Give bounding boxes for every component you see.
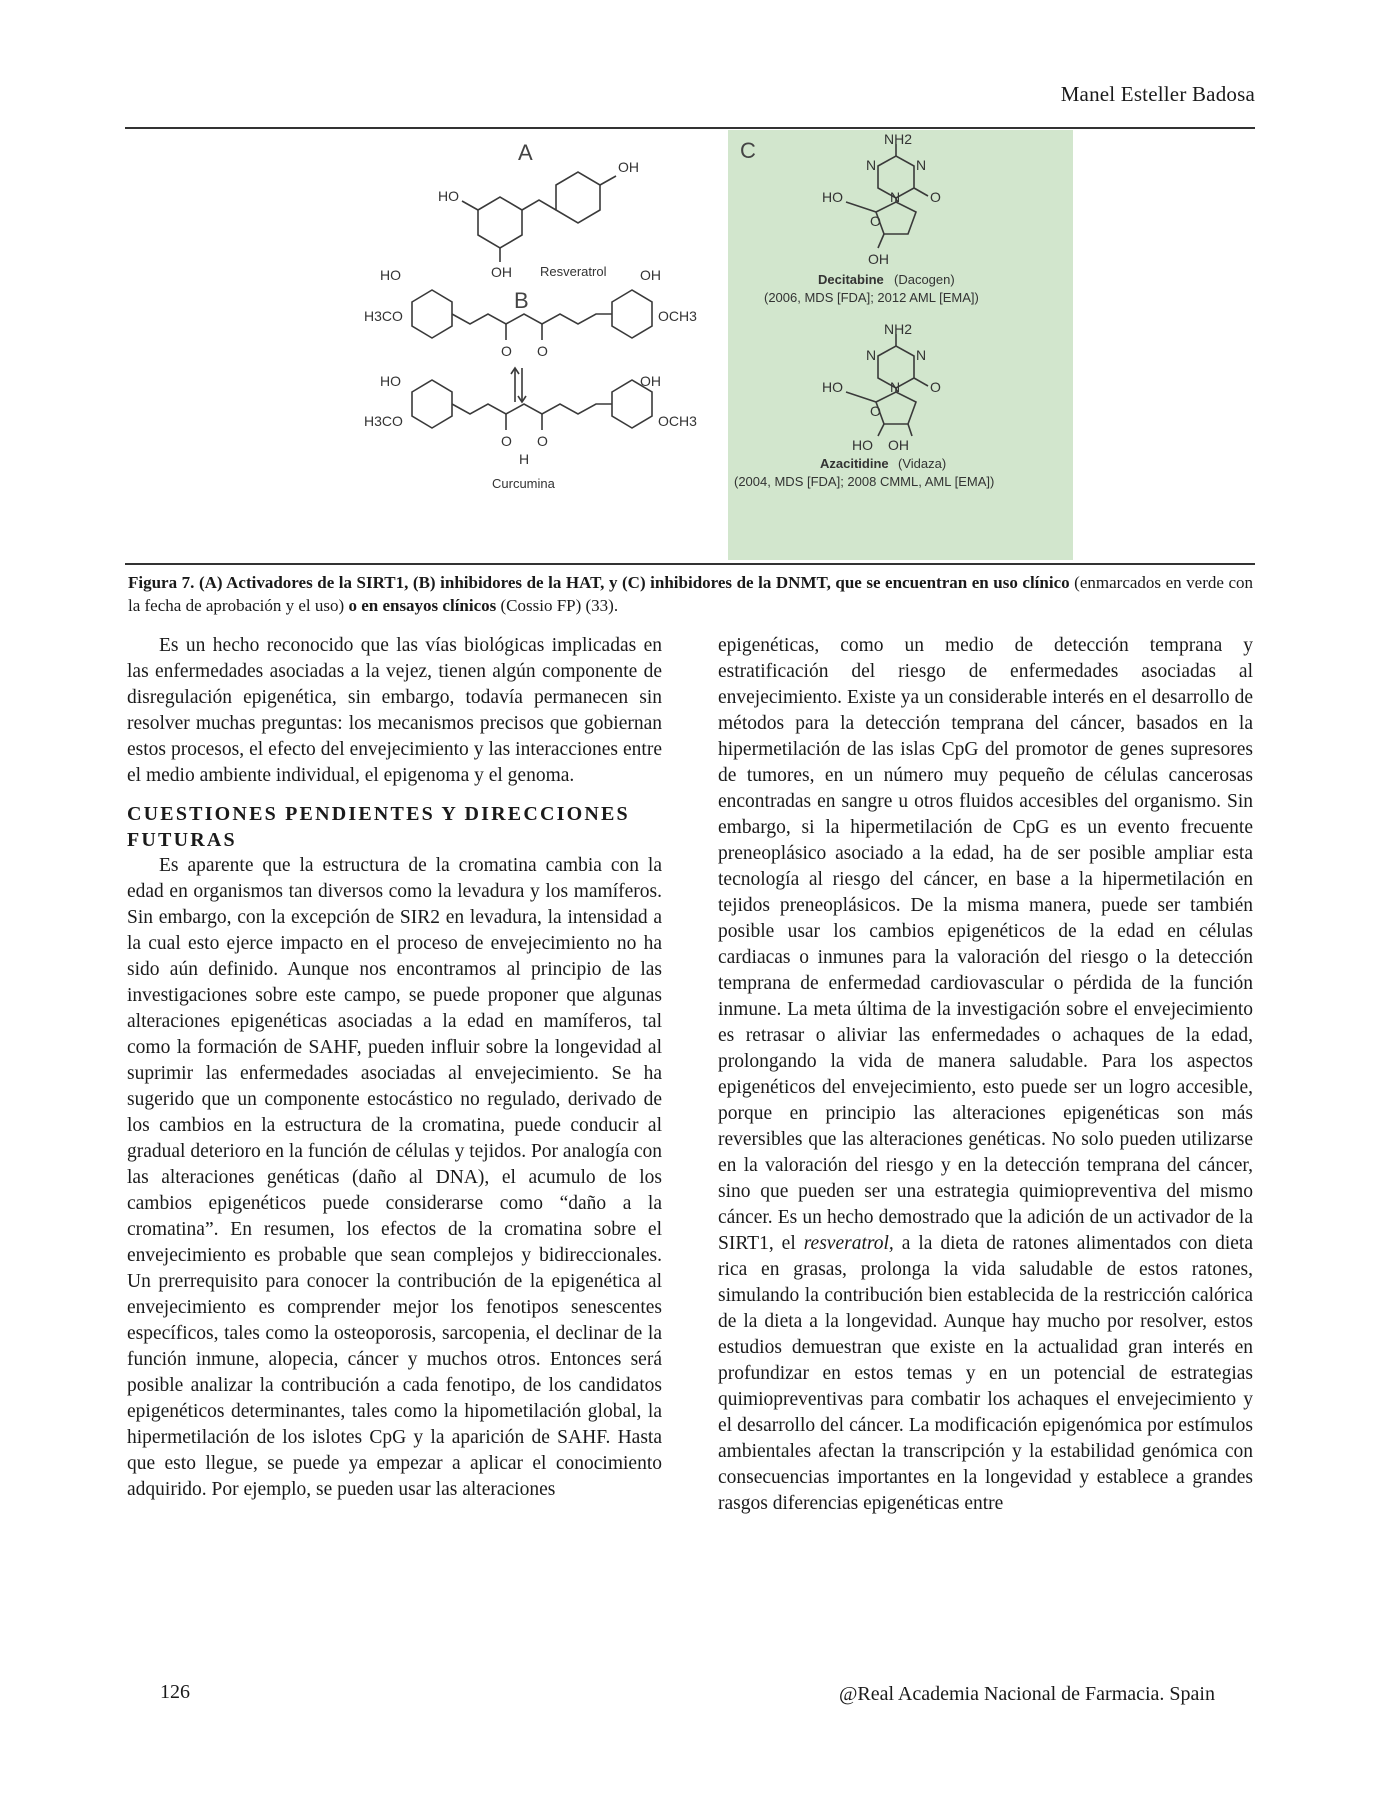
resveratrol-structure (462, 172, 616, 262)
decitabine-atom-oh: OH (868, 251, 889, 267)
decitabine-atom-n2: N (916, 157, 927, 173)
azacitidine-atom-ho-2: HO (852, 437, 873, 453)
decitabine-atom-nh2: NH2 (884, 131, 913, 147)
azacitidine-atom-nh2: NH2 (884, 321, 913, 337)
page-number: 126 (160, 1681, 190, 1703)
decitabine-atom-n1: N (866, 157, 877, 173)
figure-panel-c (728, 130, 1073, 560)
azacitidine-atom-n1: N (866, 347, 877, 363)
header-rule (125, 127, 1255, 129)
curcumin-keto-atom-h3co: H3CO (364, 308, 403, 324)
curcumin-keto-atom-oh: OH (640, 267, 661, 283)
curcumin-enol-atom-o1: O (501, 433, 512, 449)
azacitidine-atom-o-carbonyl: O (930, 379, 941, 395)
curcumin-keto-structure (412, 290, 652, 340)
caption-bold-1: Figura 7. (A) Activadores de la SIRT1, (B) inhibidores de la HAT, y (C) inhibidores de la DNMT, que se encuentran en uso clínico (128, 573, 1070, 592)
curcumin-keto-atom-o2: O (537, 343, 548, 359)
left-paragraph-2: Es aparente que la estructura de la cromatina cambia con la edad en organismos tan diversos como la levadura y los mamíferos. Sin embargo, con la excepción de SIR2 en levadura, la intensidad a la cual esto ejerce impacto en el proceso de envejecimiento no ha sido aún definido. Aunque nos encontramos al principio de las investigaciones sobre este campo, se puede proponer que algunas alteraciones epigenéticas asociadas a la edad en mamíferos, tal como la formación de SAHF, pueden influir sobre la longevidad al suprimir las enfermedades asociadas al envejecimiento. Se ha sugerido que un componente estocástico no regulado, derivado de los cambios en la estructura de la cromatina, puede conducir al gradual deterioro en la función de células y tejidos. Por analogía con las alteraciones genéticas (daño al DNA), el acumulo de los cambios epigenéticos puede considerarse como “daño a la cromatina”. En resumen, los efectos de la cromatina sobre el envejecimiento es probable que sean complejos y bidireccionales. Un prerrequisito para conocer la contribución de la epigenética al envejecimiento es comprender mejor los fenotipos senescentes específicos, tales como la osteoporosis, sarcopenia, el declinar de la función inmune, alopecia, cáncer y muchos otros. Entonces será posible analizar la contribución a cada fenotipo, de los candidatos epigenéticos determinantes, tales como la hipometilación global, la hipermetilación de los islotes CpG y la aparición de SAHF. Hasta que esto llegue, se puede ya empezar a aplicar el conocimiento adquirido. Por ejemplo, se pueden usar las alteraciones (127, 855, 662, 1500)
decitabine-atom-n3: N (890, 189, 901, 205)
resveratrol-label: Resveratrol (540, 264, 607, 279)
caption-rule (125, 563, 1255, 565)
right-column (718, 633, 1253, 1517)
right-paragraph-part-2: a la dieta de ratones alimentados con dieta rica en grasas, prolonga la vida saludable de estos ratones, simulando la contribución bien establecida de la restricción calórica de la dieta a la longevidad. Aunque hay mucho por resolver, estos estudios demuestran que existe en la actualidad gran interés en profundizar en estos temas y en un potencial de estrategias quimiopreventivas para combatir los achaques el envejecimiento y el desarrollo del cáncer. La modificación epigenómica por estímulos ambientales afectan la transcripción y la estabilidad genómica con consecuencias importantes en la longevidad y establece a grandes rasgos diferencias epigenéticas entre (718, 1233, 1253, 1514)
azacitidine-approval: (2004, MDS [FDA]; 2008 CMML, AML [EMA]) (734, 474, 995, 489)
caption-normal-2: (Cossio FP) (33). (496, 596, 619, 615)
tautomer-arrows (511, 368, 526, 402)
decitabine-brand: (Dacogen) (894, 272, 955, 287)
curcumin-enol-atom-h: H (519, 451, 530, 467)
decitabine-approval: (2006, MDS [FDA]; 2012 AML [EMA]) (764, 290, 979, 305)
resveratrol-atom-ho: HO (438, 188, 459, 204)
curcumin-enol-atom-o2: O (537, 433, 548, 449)
azacitidine-atom-ho: HO (822, 379, 843, 395)
azacitidine-brand: (Vidaza) (898, 456, 947, 471)
right-paragraph (718, 633, 1253, 1517)
decitabine-atom-o-carbonyl: O (930, 189, 941, 205)
caption-normal-1: (enmarcados en verde con la fecha de aprobación y el uso) (128, 573, 1253, 615)
decitabine-atom-o-ring: O (870, 213, 881, 229)
resveratrol-italic: resveratrol, (803, 1233, 894, 1254)
curcumin-keto-atom-ho: HO (380, 267, 401, 283)
curcumin-enol-atom-och3: OCH3 (658, 413, 697, 429)
panel-a-letter: A (518, 140, 533, 165)
curcumin-label: Curcumina (492, 476, 555, 491)
footer-credit: @Real Academia Nacional de Farmacia. Spain (838, 1683, 1215, 1705)
running-head: Manel Esteller Badosa (1060, 82, 1255, 106)
figure-caption (128, 571, 1253, 617)
left-column (127, 633, 662, 1503)
panel-c-drawing (728, 130, 1073, 560)
curcumin-enol-atom-oh: OH (640, 373, 661, 389)
azacitidine-atom-n2: N (916, 347, 927, 363)
section-heading: CUESTIONES PENDIENTES Y DIRECCIONES FUTURAS (127, 803, 630, 851)
azacitidine-name: Azacitidine (820, 456, 889, 471)
caption-bold-2: o en ensayos clínicos (344, 596, 497, 615)
curcumin-keto-atom-o1: O (501, 343, 512, 359)
curcumin-enol-atom-h3co: H3CO (364, 413, 403, 429)
panel-c-letter: C (740, 138, 756, 163)
left-paragraph-1: Es un hecho reconocido que las vías biológicas implicadas en las enfermedades asociadas a la vejez, tienen algún componente de disregulación epigenética, sin embargo, todavía permanecen sin resolver muchas preguntas: los mecanismos precisos que gobiernan estos procesos, el efecto del envejecimiento y las interacciones entre el medio ambiente individual, el epigenoma y el genoma. (127, 635, 662, 786)
resveratrol-atom-oh-top: OH (618, 159, 639, 175)
curcumin-enol-structure (412, 380, 652, 430)
azacitidine-atom-n3: N (890, 379, 901, 395)
right-paragraph-part-1: epigenéticas, como un medio de detección temprana y estratificación del riesgo de enfermedades asociadas al envejecimiento. Existe ya un considerable interés en el desarrollo de métodos para la detección temprana del cáncer, basados en la hipermetilación de las islas CpG del promotor de genes supresores de tumores, en un número muy pequeño de células cancerosas encontradas en sangre u otros fluidos accesibles del organismo. Sin embargo, si la hipermetilación de CpG es un evento frecuente preneoplásico asociado a la edad, ha de ser posible ampliar esta tecnología al riesgo del cáncer, en base a la hipermetilación en tejidos preneoplásicos. De la misma manera, puede ser también posible usar los cambios epigenéticos de la edad en células cardiacas o inmunes para la valoración del riesgo o la detección temprana de enfermedad cardiovascular o pérdida de la función inmune. La meta última de la investigación sobre el envejecimiento es retrasar o aliviar las enfermedades o achaques de la edad, prolongando la vida de manera saludable. Para los aspectos epigenéticos del envejecimiento, esto puede ser un logro accesible, porque en principio las alteraciones epigenéticas son más reversibles que las alteraciones genéticas. No solo pueden utilizarse en la valoración del riesgo y en la detección temprana del cáncer, sino que pueden ser una estrategia quimiopreventiva del mismo cáncer. Es un hecho demostrado que la adición de un activador de la SIRT1, el (718, 635, 1253, 1254)
panel-b-letter: B (514, 288, 529, 313)
azacitidine-atom-oh: OH (888, 437, 909, 453)
decitabine-atom-ho: HO (822, 189, 843, 205)
figure-7 (125, 130, 1255, 565)
curcumin-keto-atom-och3: OCH3 (658, 308, 697, 324)
curcumin-enol-atom-ho: HO (380, 373, 401, 389)
decitabine-name: Decitabine (818, 272, 884, 287)
azacitidine-atom-o-ring: O (870, 403, 881, 419)
resveratrol-atom-oh-bottom: OH (491, 264, 512, 280)
